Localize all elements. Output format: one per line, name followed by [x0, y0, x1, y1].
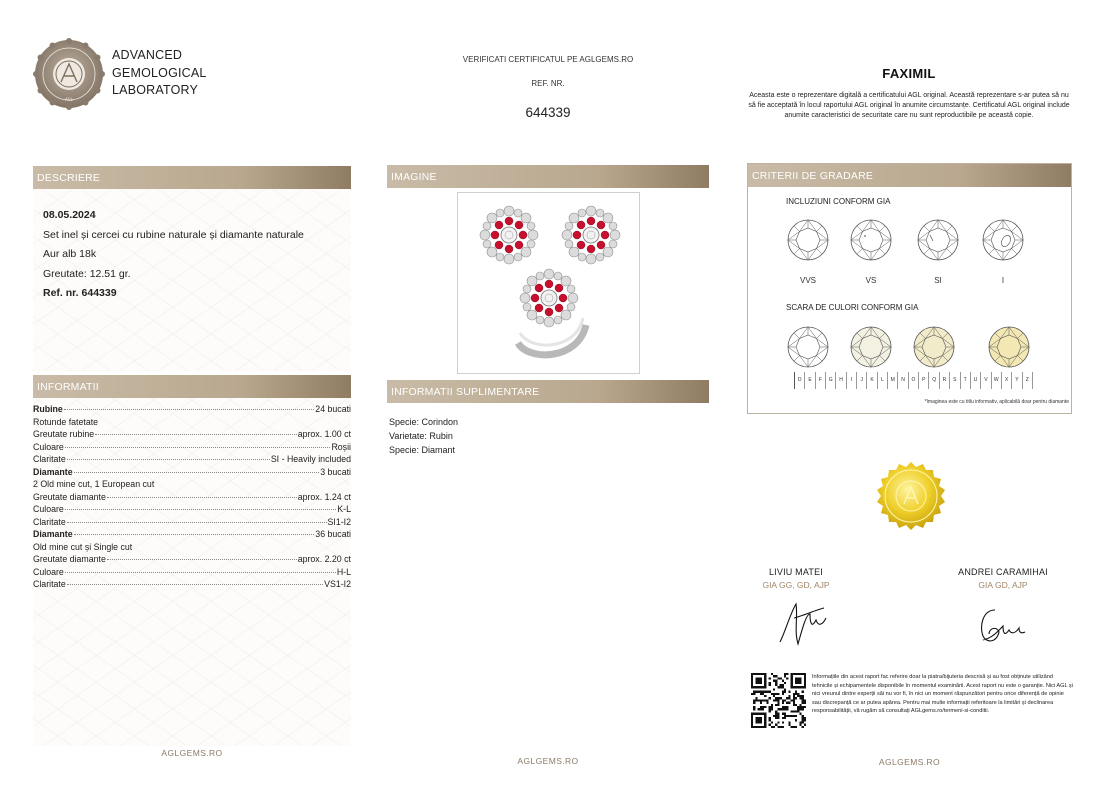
dot-leader	[67, 459, 270, 460]
lab-name-line: ADVANCED	[112, 48, 183, 62]
color-grade: W	[992, 372, 1002, 389]
verify-text: VERIFICATI CERTIFICATUL PE AGLGEMS.RO	[462, 55, 634, 64]
dot-leader	[95, 434, 297, 435]
dot-leader	[107, 497, 297, 498]
signature-liviu-matei	[776, 600, 831, 648]
info-row-key: Greutate diamante	[33, 554, 106, 564]
dot-leader	[65, 509, 336, 510]
disclaimer: Informațiile din acest raport fac referire doar la piatra/bijuteria descrisă și au fost obținute utilizând tehnicile și echipamentele disponibile în momentul examinării. Acest raport nu este o garanție. Nici AGL și nici vreunul dintre experții săi nu vor fi, în nici un moment răspunzători pentru orice diferență de opinie sau discrepanță ce ar putea apărea. Pentru mai multe informații referitoare la limitări și declinarea responsabilității, vă rugăm să consultați AGLgems.ro/termeni-si-conditii.	[812, 674, 1073, 715]
lab-name-line: GEMOLOGICAL	[112, 65, 207, 80]
info-row	[33, 453, 351, 466]
dot-leader	[74, 472, 320, 473]
color-grade: M	[888, 372, 898, 389]
clarity-diagram-vvs	[787, 219, 829, 261]
descriere-panel	[33, 166, 351, 371]
footer-website[interactable]: AGLGEMS.RO	[517, 756, 579, 766]
clarity-label-si: SI	[934, 276, 942, 285]
jewelry-illustration	[458, 193, 639, 373]
lab-name-line: LABORATORY	[112, 83, 199, 97]
footer-website[interactable]: AGLGEMS.RO	[161, 748, 223, 758]
info-row-value: 24 bucati	[315, 404, 351, 414]
info-row-value: 3 bucati	[320, 466, 351, 477]
signer-andrei-caramihai	[928, 567, 1078, 590]
info-row	[33, 491, 351, 504]
signer-name: ANDREI CARAMIHAI	[958, 567, 1048, 577]
signer-credentials: GIA GG, GD, AJP	[762, 580, 830, 590]
color-grade: X	[1002, 372, 1012, 389]
info-row-value: aprox. 2.20 ct	[297, 554, 351, 564]
info-row	[33, 503, 351, 516]
dot-leader	[67, 584, 323, 585]
criterii-note: *Imaginea este cu titlu informativ, aplicabilă doar pentru diamante	[924, 399, 1069, 405]
qr-code[interactable]	[751, 673, 806, 728]
informatii-title: INFORMATII	[33, 375, 351, 398]
color-grade: J	[857, 372, 867, 389]
color-grade: D	[795, 372, 805, 389]
gold-seal	[873, 458, 949, 534]
clarity-label-vs: VS	[865, 276, 877, 285]
info-row-key: Culoare	[33, 566, 64, 577]
signature-andrei-caramihai	[975, 604, 1027, 648]
info-row-value: H-L	[336, 566, 351, 577]
color-diagram-light	[988, 326, 1030, 368]
color-grade: E	[805, 372, 815, 389]
color-grade: Y	[1012, 372, 1022, 389]
color-grade: L	[878, 372, 888, 389]
descriere-title: DESCRIERE	[33, 166, 351, 189]
agl-seal-logo	[33, 38, 105, 110]
info-row	[33, 441, 351, 454]
descriere-content	[33, 189, 351, 371]
color-grade: H	[836, 372, 846, 389]
info-row-value: 36 bucati	[315, 529, 351, 539]
total-weight: Greutate: 12.51 gr.	[43, 267, 131, 280]
color-scale	[794, 372, 1033, 389]
criterii-title: CRITERII DE GRADARE	[748, 164, 1071, 187]
info-row	[33, 428, 351, 441]
info-row-key: Greutate diamante	[33, 491, 106, 502]
info-row-key: Claritate	[33, 516, 66, 527]
color-grade: G	[826, 372, 836, 389]
color-grade: F	[816, 372, 826, 389]
signer-credentials: GIA GD, AJP	[978, 580, 1028, 590]
color-grade: P	[919, 372, 929, 389]
signer-name: LIVIU MATEI	[768, 567, 824, 577]
info-supl-content	[387, 403, 709, 457]
clarity-diagram-i	[982, 219, 1024, 261]
info-row-value: aprox. 1.24 ct	[297, 491, 351, 502]
info-line: Old mine cut și Single cut	[33, 541, 133, 552]
color-grade: V	[981, 372, 991, 389]
metal: Aur alb 18k	[43, 248, 97, 260]
imagine-title: IMAGINE	[387, 165, 709, 188]
info-supl-line: Varietate: Rubin	[389, 431, 453, 441]
info-row	[33, 553, 351, 566]
color-grade: Z	[1023, 372, 1033, 389]
info-supl-line: Specie: Diamant	[389, 445, 456, 455]
color-grade: O	[909, 372, 919, 389]
color-scale-title: SCARA DE CULORI CONFORM GIA	[786, 303, 919, 312]
color-diagram-colorless	[787, 326, 829, 368]
dot-leader	[65, 447, 331, 448]
clarity-label-i: I	[1001, 276, 1005, 285]
info-row-value: Roșii	[331, 441, 351, 452]
footer-website[interactable]: AGLGEMS.RO	[878, 757, 941, 767]
dot-leader	[65, 572, 336, 573]
inclusions-title: INCLUZIUNI CONFORM GIA	[786, 197, 891, 206]
dot-leader	[74, 534, 315, 535]
imagine-panel	[387, 165, 709, 189]
color-grade: K	[867, 372, 877, 389]
info-line: 2 Old mine cut, 1 European cut	[33, 479, 155, 489]
info-row-key: Greutate rubine	[33, 429, 95, 439]
info-row-key: Diamante	[33, 466, 73, 477]
info-supl-panel	[387, 380, 709, 457]
info-supl-line: Specie: Corindon	[389, 417, 459, 427]
informatii-content	[33, 398, 351, 746]
info-supl-title: INFORMATII SUPLIMENTARE	[387, 380, 709, 403]
info-row-value: SI1-I2	[327, 516, 351, 527]
report-date: 08.05.2024	[43, 209, 96, 221]
clarity-label-vvs: VVS	[799, 276, 816, 285]
color-grade: R	[940, 372, 950, 389]
signer-liviu-matei	[721, 567, 871, 590]
info-line: Rotunde fatetate	[33, 416, 99, 427]
faximil-text: Aceasta este o reprezentare digitală a certificatului AGL original. Această reprezentare s-ar putea să nu să fie acceptată în locul raportului AGL original în anumite circumstanțe. Certificatul AGL original include anumite caracteristici de securitate care nu sunt reproductibile pe această copie.	[748, 92, 1070, 119]
color-grade: S	[950, 372, 960, 389]
color-grade: T	[961, 372, 971, 389]
info-row-key: Claritate	[33, 454, 66, 464]
color-grade: N	[898, 372, 908, 389]
color-grade: I	[847, 372, 857, 389]
info-row-value: K-L	[337, 504, 351, 514]
info-row-key: Diamante	[33, 529, 73, 539]
criterii-panel	[747, 163, 1072, 414]
info-row-value: aprox. 1.00 ct	[297, 429, 351, 439]
lab-name	[112, 47, 207, 100]
informatii-panel	[33, 375, 351, 746]
info-row	[33, 466, 351, 479]
color-grade: U	[971, 372, 981, 389]
info-row-value: VS1-I2	[324, 579, 351, 589]
info-row-key: Culoare	[33, 504, 64, 514]
info-row	[33, 528, 351, 541]
color-diagram-faint	[913, 326, 955, 368]
jewelry-photo	[457, 192, 640, 374]
logo-letters: AGL	[65, 97, 73, 102]
info-row-key: Claritate	[33, 579, 66, 589]
info-row	[33, 403, 351, 416]
info-row	[33, 566, 351, 579]
color-diagram-near-colorless	[850, 326, 892, 368]
dot-leader	[64, 409, 314, 410]
info-row	[33, 578, 351, 591]
faximil-title: FAXIMIL	[882, 66, 936, 81]
info-row	[33, 516, 351, 529]
color-grade: Q	[929, 372, 939, 389]
ref-label: REF. NR.	[531, 79, 565, 88]
dot-leader	[67, 522, 327, 523]
info-row-key: Rubine	[33, 404, 63, 414]
clarity-diagram-vs	[850, 219, 892, 261]
info-row-value: SI - Heavily included	[270, 454, 351, 464]
info-row-key: Culoare	[33, 441, 64, 452]
clarity-diagram-si	[917, 219, 959, 261]
ref-value: 644339	[525, 105, 571, 120]
dot-leader	[107, 559, 297, 560]
item-description: Set inel și cercei cu rubine naturale și diamante naturale	[43, 228, 304, 241]
ref-number: Ref. nr. 644339	[43, 287, 117, 299]
